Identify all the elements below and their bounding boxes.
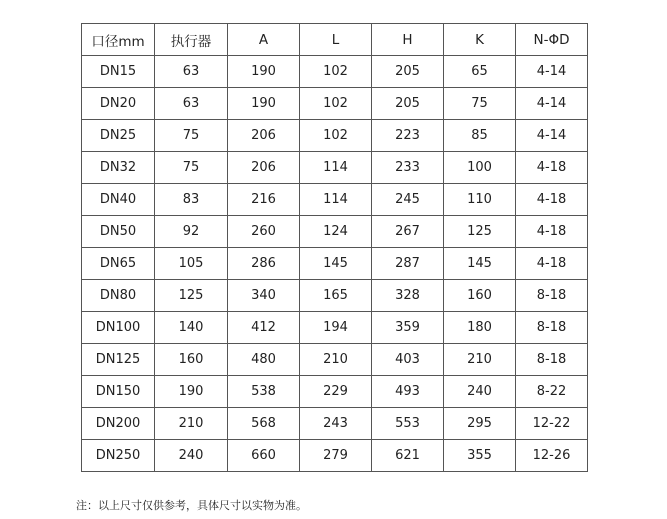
table-cell: 210 <box>300 344 372 376</box>
table-cell: 190 <box>228 88 300 120</box>
table-cell: 145 <box>444 248 516 280</box>
table-cell: 4-18 <box>516 184 588 216</box>
table-cell: 205 <box>372 88 444 120</box>
table-row <box>82 248 588 280</box>
table-cell: 4-14 <box>516 56 588 88</box>
row-label-cell: DN200 <box>82 408 155 440</box>
table-cell: 286 <box>228 248 300 280</box>
table-cell: 110 <box>444 184 516 216</box>
table-cell: 194 <box>300 312 372 344</box>
table-cell: 493 <box>372 376 444 408</box>
table-cell: 92 <box>155 216 228 248</box>
table-cell: 125 <box>155 280 228 312</box>
table-cell: 180 <box>444 312 516 344</box>
table-row <box>82 152 588 184</box>
table-cell: 287 <box>372 248 444 280</box>
table-cell: 140 <box>155 312 228 344</box>
header-cell: N-ΦD <box>516 24 588 56</box>
table-cell: 4-18 <box>516 248 588 280</box>
row-label-cell: DN15 <box>82 56 155 88</box>
table-cell: 267 <box>372 216 444 248</box>
table-cell: 295 <box>444 408 516 440</box>
row-label-cell: DN125 <box>82 344 155 376</box>
table-row <box>82 280 588 312</box>
table-cell: 279 <box>300 440 372 472</box>
table-cell: 355 <box>444 440 516 472</box>
header-cell: A <box>228 24 300 56</box>
row-label-cell: DN250 <box>82 440 155 472</box>
table-cell: 8-18 <box>516 280 588 312</box>
row-label-cell: DN40 <box>82 184 155 216</box>
table-cell: 8-22 <box>516 376 588 408</box>
table-cell: 102 <box>300 88 372 120</box>
table-cell: 568 <box>228 408 300 440</box>
table-cell: 145 <box>300 248 372 280</box>
row-label-cell: DN65 <box>82 248 155 280</box>
table-cell: 240 <box>155 440 228 472</box>
table-cell: 63 <box>155 56 228 88</box>
table-cell: 114 <box>300 152 372 184</box>
table-cell: 190 <box>155 376 228 408</box>
row-label-cell: DN25 <box>82 120 155 152</box>
header-cell: 执行器 <box>155 24 228 56</box>
header-cell: L <box>300 24 372 56</box>
table-cell: 190 <box>228 56 300 88</box>
table-cell: 160 <box>155 344 228 376</box>
table-cell: 102 <box>300 56 372 88</box>
row-label-cell: DN20 <box>82 88 155 120</box>
table-cell: 4-14 <box>516 88 588 120</box>
table-cell: 105 <box>155 248 228 280</box>
table-row <box>82 312 588 344</box>
table-cell: 75 <box>155 120 228 152</box>
table-cell: 75 <box>444 88 516 120</box>
row-label-cell: DN80 <box>82 280 155 312</box>
row-label-cell: DN100 <box>82 312 155 344</box>
table-cell: 165 <box>300 280 372 312</box>
table-cell: 4-14 <box>516 120 588 152</box>
table-row <box>82 344 588 376</box>
table-cell: 160 <box>444 280 516 312</box>
table-cell: 8-18 <box>516 312 588 344</box>
table-cell: 12-26 <box>516 440 588 472</box>
table-row <box>82 408 588 440</box>
table-header-row <box>82 24 588 56</box>
table-cell: 83 <box>155 184 228 216</box>
row-label-cell: DN50 <box>82 216 155 248</box>
table-row <box>82 184 588 216</box>
table-row <box>82 56 588 88</box>
table-cell: 12-22 <box>516 408 588 440</box>
table-row <box>82 440 588 472</box>
table-cell: 243 <box>300 408 372 440</box>
table-cell: 216 <box>228 184 300 216</box>
table-cell: 412 <box>228 312 300 344</box>
table-cell: 210 <box>444 344 516 376</box>
table-cell: 124 <box>300 216 372 248</box>
table-cell: 538 <box>228 376 300 408</box>
row-label-cell: DN150 <box>82 376 155 408</box>
table-cell: 206 <box>228 152 300 184</box>
table-cell: 75 <box>155 152 228 184</box>
table-cell: 621 <box>372 440 444 472</box>
table-cell: 403 <box>372 344 444 376</box>
table-cell: 102 <box>300 120 372 152</box>
table-cell: 660 <box>228 440 300 472</box>
table-cell: 340 <box>228 280 300 312</box>
table-cell: 4-18 <box>516 216 588 248</box>
footnote: 注：以上尺寸仅供参考，具体尺寸以实物为准。 <box>76 499 307 512</box>
table-row <box>82 216 588 248</box>
table-row <box>82 376 588 408</box>
table-cell: 206 <box>228 120 300 152</box>
table-cell: 328 <box>372 280 444 312</box>
table-body <box>82 56 588 472</box>
table-cell: 229 <box>300 376 372 408</box>
table-cell: 85 <box>444 120 516 152</box>
table-cell: 245 <box>372 184 444 216</box>
table-cell: 210 <box>155 408 228 440</box>
table-cell: 65 <box>444 56 516 88</box>
header-cell: H <box>372 24 444 56</box>
table-row <box>82 88 588 120</box>
table-cell: 63 <box>155 88 228 120</box>
table-cell: 480 <box>228 344 300 376</box>
table-cell: 114 <box>300 184 372 216</box>
table-cell: 240 <box>444 376 516 408</box>
table-cell: 553 <box>372 408 444 440</box>
table-cell: 205 <box>372 56 444 88</box>
table-cell: 4-18 <box>516 152 588 184</box>
table-cell: 223 <box>372 120 444 152</box>
table-cell: 260 <box>228 216 300 248</box>
row-label-cell: DN32 <box>82 152 155 184</box>
dimension-table <box>81 23 588 472</box>
table-cell: 233 <box>372 152 444 184</box>
header-cell: K <box>444 24 516 56</box>
header-cell: 口径mm <box>82 24 155 56</box>
table-cell: 125 <box>444 216 516 248</box>
table-cell: 8-18 <box>516 344 588 376</box>
table-row <box>82 120 588 152</box>
table-cell: 100 <box>444 152 516 184</box>
table-cell: 359 <box>372 312 444 344</box>
